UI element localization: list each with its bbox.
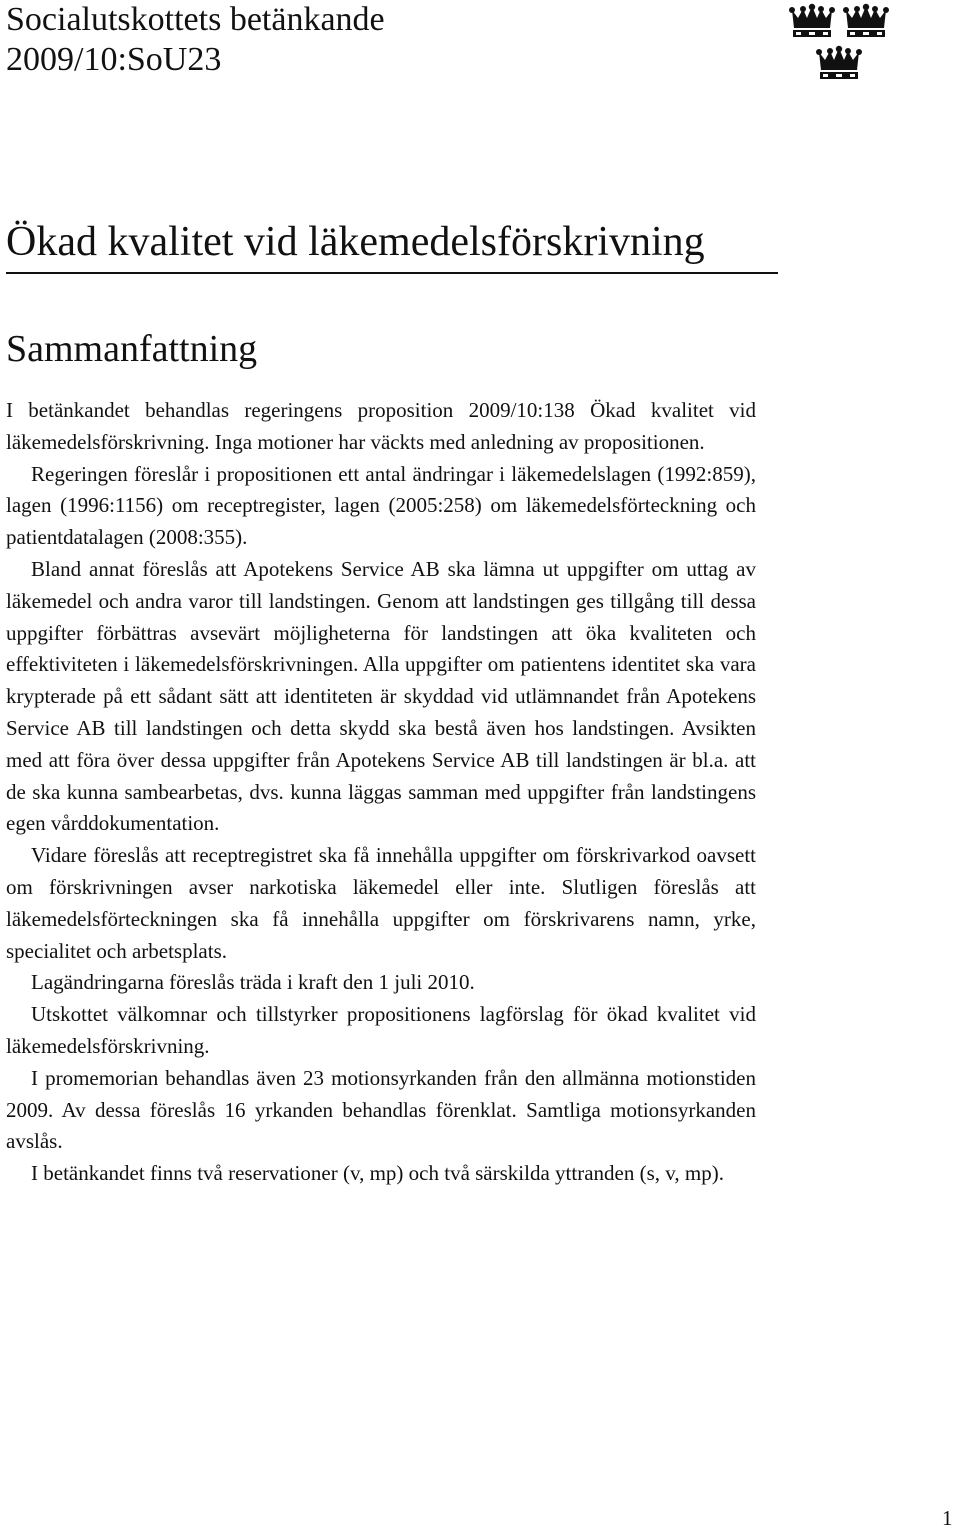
summary-paragraph: Vidare föreslås att receptregistret ska få innehålla uppgifter om förskrivarkod oavsett om förskrivningen avser narkotiska läkemedel eller inte. Slutligen föreslås att läkemedelsförteckningen ska få innehålla uppgifter om förskrivarens namn, yrke, specialitet och arbetsplats. xyxy=(6,843,756,963)
summary-paragraph: I betänkandet behandlas regeringens proposition 2009/10:138 Ökad kvalitet vid läkemedelsförskrivning. Inga motioner har väckts med anledning av propositionen. xyxy=(6,398,756,454)
document-header xyxy=(6,0,385,80)
summary-paragraph: Lagändringarna föreslås träda i kraft den 1 juli 2010. xyxy=(31,970,475,995)
summary-paragraph: Regeringen föreslår i propositionen ett antal ändringar i läkemedelslagen (1992:859), lagen (1996:1156) om receptregister, lagen (2005:258) om läkemedelsförteckning och patientdatalagen (2008:355). xyxy=(6,461,756,550)
page-number: 1 xyxy=(942,1506,953,1530)
summary-paragraph: I promemorian behandlas även 23 motionsyrkanden från den allmänna motionstiden 2009. Av dessa föreslås 16 yrkanden behandlas förenklat. Samtliga motionsyrkanden avslås. xyxy=(6,1065,756,1154)
summary-paragraph: Utskottet välkomnar och tillstyrker propositionens lagförslag för ökad kvalitet vid läkemedelsförskrivning. xyxy=(6,1002,756,1058)
three-crowns-icon xyxy=(786,2,894,84)
document-title: Ökad kvalitet vid läkemedelsförskrivning xyxy=(6,219,705,265)
summary-paragraph: I betänkandet finns två reservationer (v, mp) och två särskilda yttranden (s, v, mp). xyxy=(31,1161,724,1186)
report-number: 2009/10:SoU23 xyxy=(6,41,222,78)
section-heading: Sammanfattning xyxy=(6,328,258,370)
summary-body xyxy=(6,395,756,1190)
committee-name: Socialutskottets betänkande xyxy=(6,1,385,38)
title-divider xyxy=(6,272,778,274)
summary-paragraph: Bland annat föreslås att Apotekens Service AB ska lämna ut uppgifter om uttag av läkemedel och andra varor till landstingen. Genom att landstingen ges tillgång till dessa uppgifter förbättras avsevärt möjligheterna för landstingen att öka kvaliteten och effektiviteten i läkemedelsförskrivningen. Alla uppgifter om patientens identitet ska vara krypterade på ett sådant sätt att identiteten är skyddad vid utlämnandet från Apotekens Service AB till landstingen och detta skydd ska bestå även hos landstingen. Avsikten med att föra över dessa uppgifter från Apotekens Service AB till landstingen är bl.a. att de ska kunna sambearbetas, dvs. kunna läggas samman med uppgifter från landstingens egen vårddokumentation. xyxy=(6,556,756,836)
